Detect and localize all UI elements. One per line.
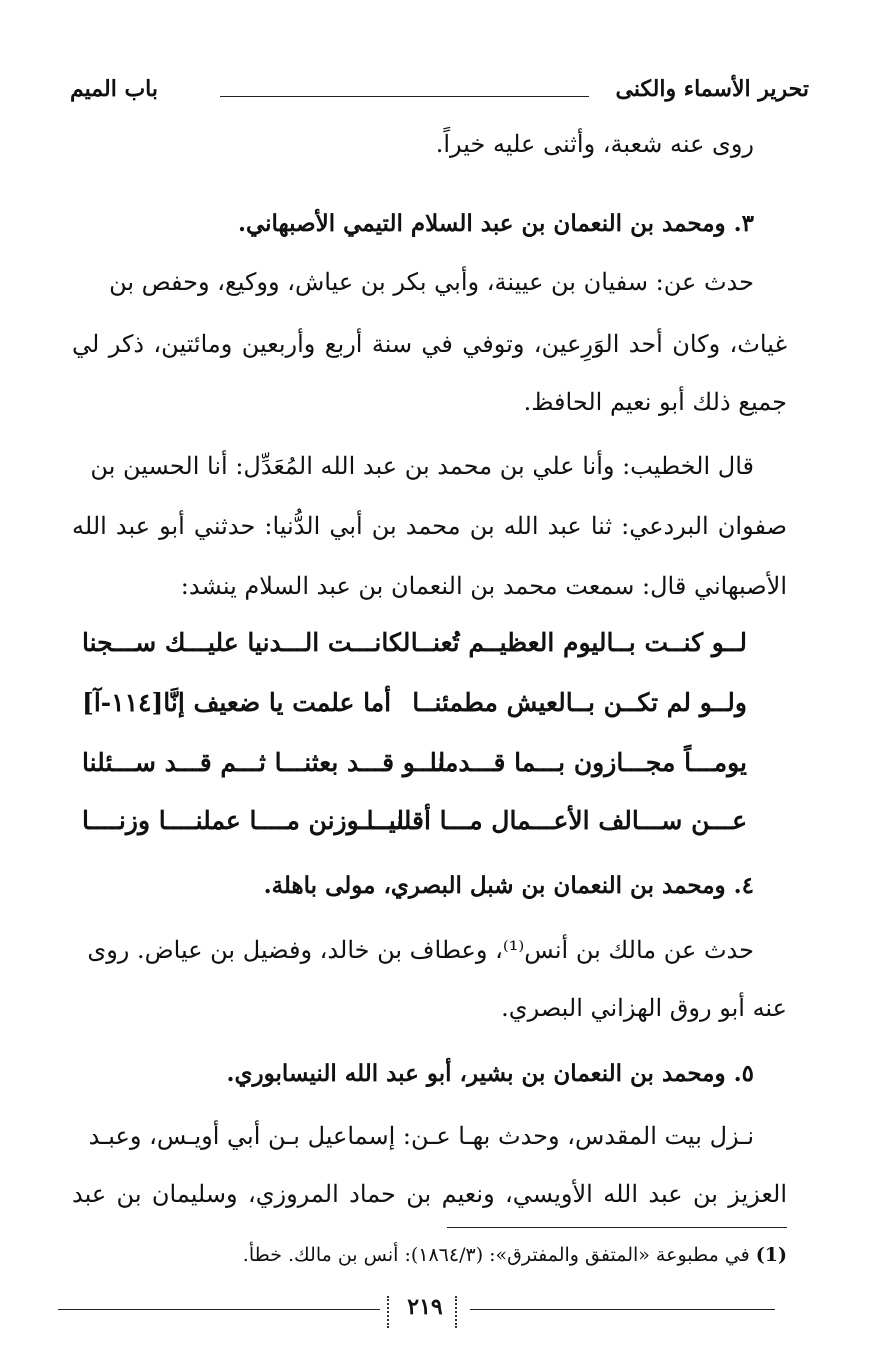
- book-title: تحرير الأسماء والكنى: [615, 76, 809, 102]
- page-number-box: [385, 1294, 465, 1330]
- verse-hemistich-first: يومـــاً مجـــازون بـــما قـــدمنا: [429, 748, 747, 777]
- verse-hemistich-second: ليــــوزنن مــــا عملنــــا وزنــــا: [82, 806, 404, 835]
- text-line: صفوان البردعي: ثنا عبد الله بن محمد بن أبي الدُّنيا: حدثني أبو عبد الله: [72, 512, 787, 540]
- text-line: حدث عن: سفيان بن عيينة، وأبي بكر بن عياش، ووكيع، وحفص بن: [109, 268, 754, 296]
- text-line: الأصبهاني قال: سمعت محمد بن النعمان بن عبد السلام ينشد:: [180, 572, 787, 600]
- verse-line: [72, 688, 787, 732]
- verse-hemistich-second: أما علمت يا ضعيف إنَّا[١١٤-آ]: [82, 688, 392, 717]
- footer-rule-right: [470, 1309, 775, 1310]
- verse-line: [72, 628, 787, 672]
- verse-hemistich-first: ولــو لم تكــن بــالعيش مطمئنــا: [412, 688, 747, 717]
- text-line: حدث عن مالك بن أنس⁽¹⁾، وعطاف بن خالد، وفضيل بن عياض. روى: [87, 936, 754, 964]
- verse-hemistich-first: عـــن ســـالف الأعـــمال مـــا أقلنـــا: [366, 806, 747, 835]
- verse-hemistich-second: لكانـــت الـــدنيا عليـــك ســـجنا: [82, 628, 411, 657]
- text-line: جميع ذلك أبو نعيم الحافظ.: [523, 388, 787, 416]
- text-line: عنه أبو روق الهزاني البصري.: [501, 994, 787, 1022]
- ornament-left: [387, 1296, 395, 1328]
- entry-heading-3: ٣. ومحمد بن النعمان بن عبد السلام التيمي الأصبهاني.: [237, 210, 754, 237]
- text-line: العزيز بن عبد الله الأويسي، ونعيم بن حماد المروزي، وسليمان بن عبد: [72, 1180, 787, 1208]
- section-title: باب الميم: [70, 76, 159, 102]
- entry-heading-5: ٥. ومحمد بن النعمان بن بشير، أبو عبد الله النيسابوري.: [226, 1060, 754, 1087]
- footer-rule-left: [58, 1309, 380, 1310]
- verse-line: [72, 806, 787, 850]
- text-line: روى عنه شعبة، وأثنى عليه خيراً.: [435, 130, 754, 158]
- header-rule: [220, 96, 589, 97]
- ornament-right: [455, 1296, 463, 1328]
- verse-hemistich-first: لــو كنــت بــاليوم العظيــم تُعنــا: [410, 628, 747, 657]
- running-header: [70, 72, 809, 108]
- verse-hemistich-second: لـــو قـــد بعثنـــا ثـــم قـــد ســـئلنا: [82, 748, 446, 777]
- footnote-text: في مطبوعة «المتفق والمفترق»: (١٨٦٤/٣): أنس بن مالك. خطأ.: [242, 1244, 756, 1266]
- footnote: [80, 1244, 787, 1266]
- text-line: نـزل بيت المقدس، وحدث بهـا عـن: إسماعيل بـن أبي أويـس، وعبـد: [88, 1122, 754, 1150]
- footnote-number: (1): [755, 1244, 787, 1266]
- text-line: قال الخطيب: وأنا علي بن محمد بن عبد الله المُعَدِّل: أنا الحسين بن: [90, 452, 754, 480]
- entry-heading-4: ٤. ومحمد بن النعمان بن شبل البصري، مولى باهلة.: [263, 872, 754, 899]
- page-number: ٢١٩: [407, 1294, 443, 1320]
- verse-line: [72, 748, 787, 792]
- text-line: غياث، وكان أحد الوَرِعين، وتوفي في سنة أربع وأربعين ومائتين، ذكر لي: [72, 330, 787, 358]
- footnote-separator: [447, 1227, 787, 1228]
